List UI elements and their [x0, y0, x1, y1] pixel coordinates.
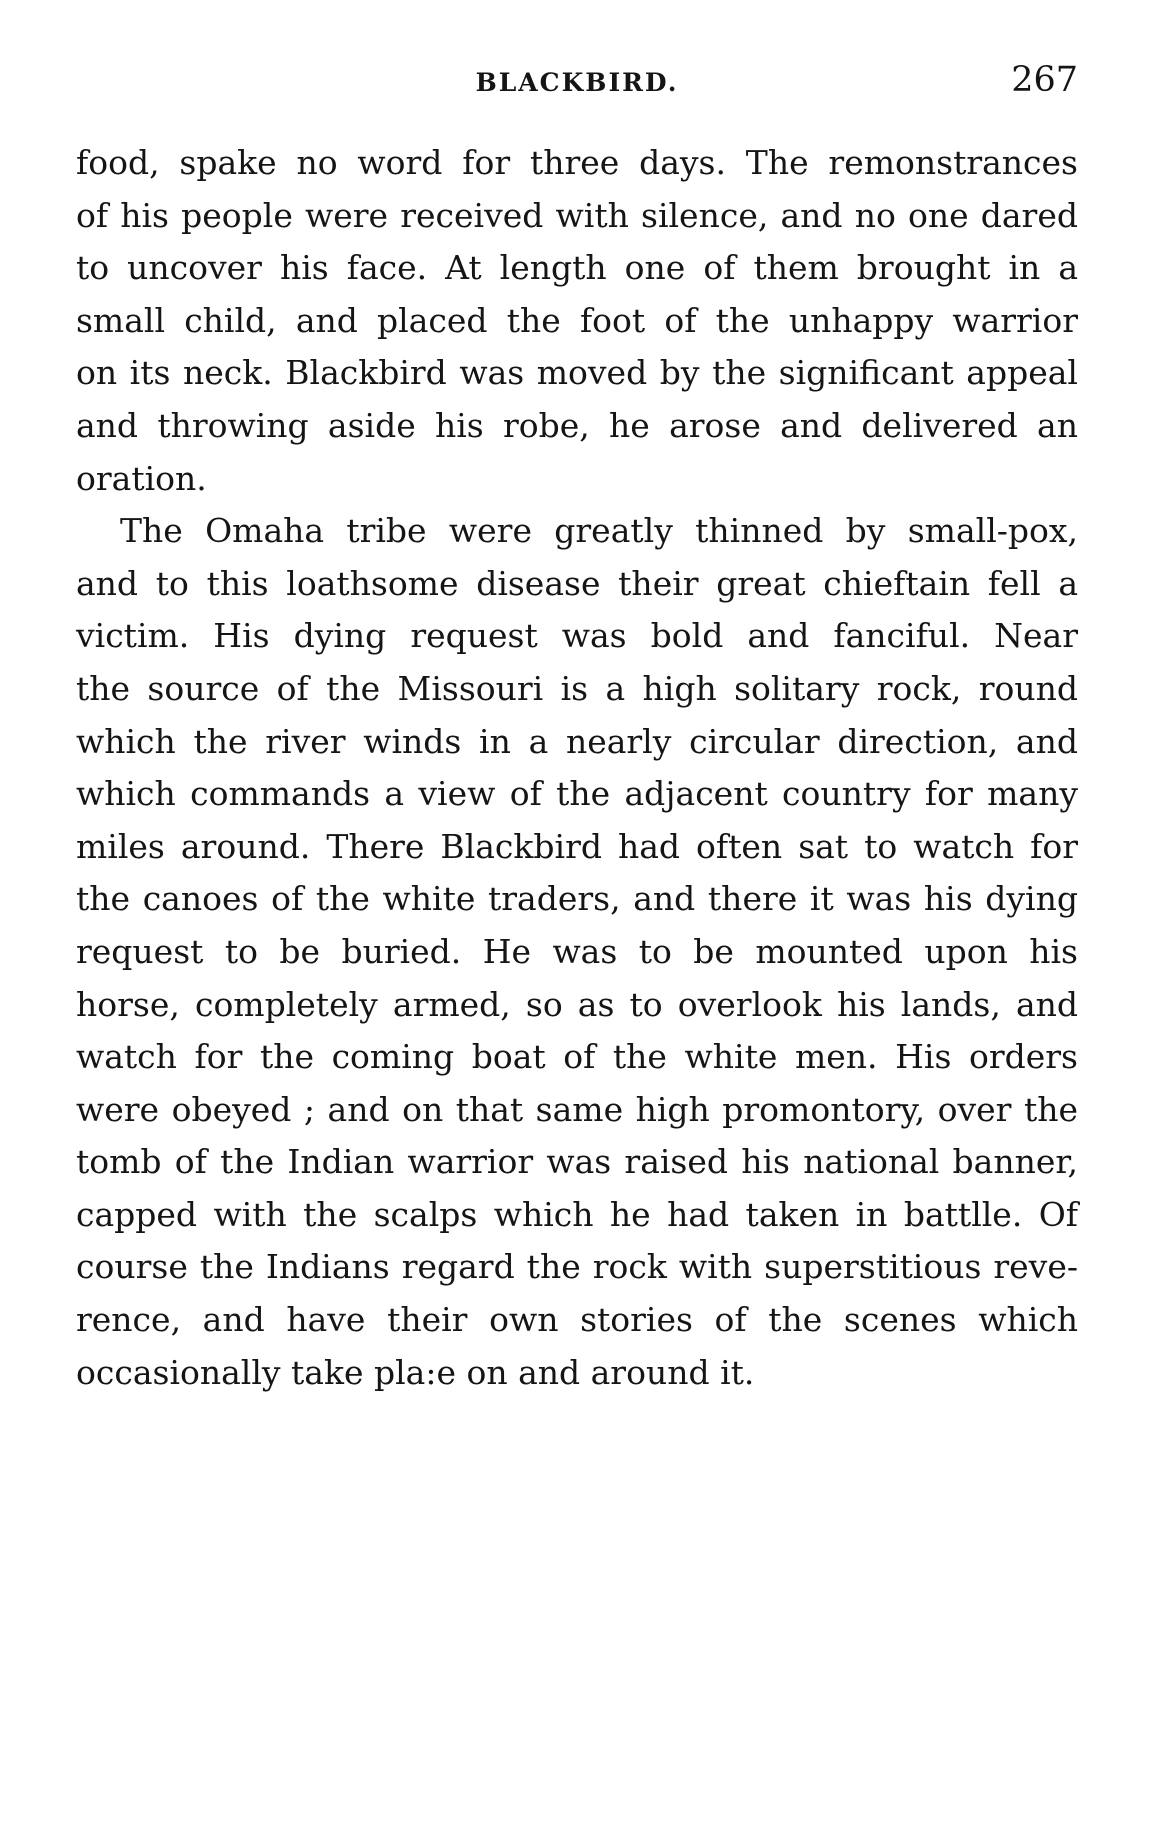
- text-line: rence, and have their own stories of the scenes which: [76, 1300, 1078, 1340]
- text-line: horse, completely armed, so as to overlook his lands, and: [76, 984, 1078, 1024]
- text-line: small child, and placed the foot of the unhappy warrior: [76, 300, 1078, 340]
- text-line: miles around. There Blackbird had often sat to watch for: [76, 826, 1078, 866]
- running-title: BLACKBIRD.: [475, 68, 679, 97]
- text-line: watch for the coming boat of the white men. His orders: [76, 1037, 1078, 1077]
- text-line: on its neck. Blackbird was moved by the significant appeal: [76, 353, 1078, 393]
- text-line: which commands a view of the adjacent country for many: [76, 774, 1078, 814]
- text-line: food, spake no word for three days. The remonstrances: [76, 143, 1078, 182]
- page-header: [76, 60, 1078, 110]
- page-number: 267: [1011, 60, 1078, 100]
- text-line: capped with the scalps which he had taken in battlle. Of: [76, 1194, 1078, 1234]
- text-line: the source of the Missouri is a high solitary rock, round: [76, 668, 1078, 708]
- text-line: of his people were received with silence, and no one dared: [76, 195, 1078, 235]
- text-line: to uncover his face. At length one of them brought in a: [76, 248, 1078, 288]
- text-line: occasionally take pla:e on and around it.: [76, 1352, 755, 1392]
- text-line: The Omaha tribe were greatly thinned by small-pox,: [120, 511, 1078, 551]
- text-line: which the river winds in a nearly circular direction, and: [76, 721, 1078, 761]
- text-line: course the Indians regard the rock with superstitious reve-: [76, 1247, 1078, 1287]
- text-line: were obeyed ; and on that same high promontory, over the: [76, 1089, 1078, 1129]
- text-line: oration.: [76, 458, 207, 498]
- text-line: and throwing aside his robe, he arose and delivered an: [76, 405, 1078, 445]
- text-line: and to this loathsome disease their great chieftain fell a: [76, 563, 1078, 603]
- paragraph-1: [76, 137, 1078, 505]
- body-text: [76, 137, 1078, 1399]
- text-line: the canoes of the white traders, and there it was his dying: [76, 879, 1078, 919]
- text-line: victim. His dying request was bold and fanciful. Near: [76, 616, 1078, 656]
- text-line: request to be buried. He was to be mounted upon his: [76, 931, 1078, 971]
- paragraph-2: [76, 505, 1078, 1399]
- text-line: tomb of the Indian warrior was raised his national banner,: [76, 1142, 1078, 1182]
